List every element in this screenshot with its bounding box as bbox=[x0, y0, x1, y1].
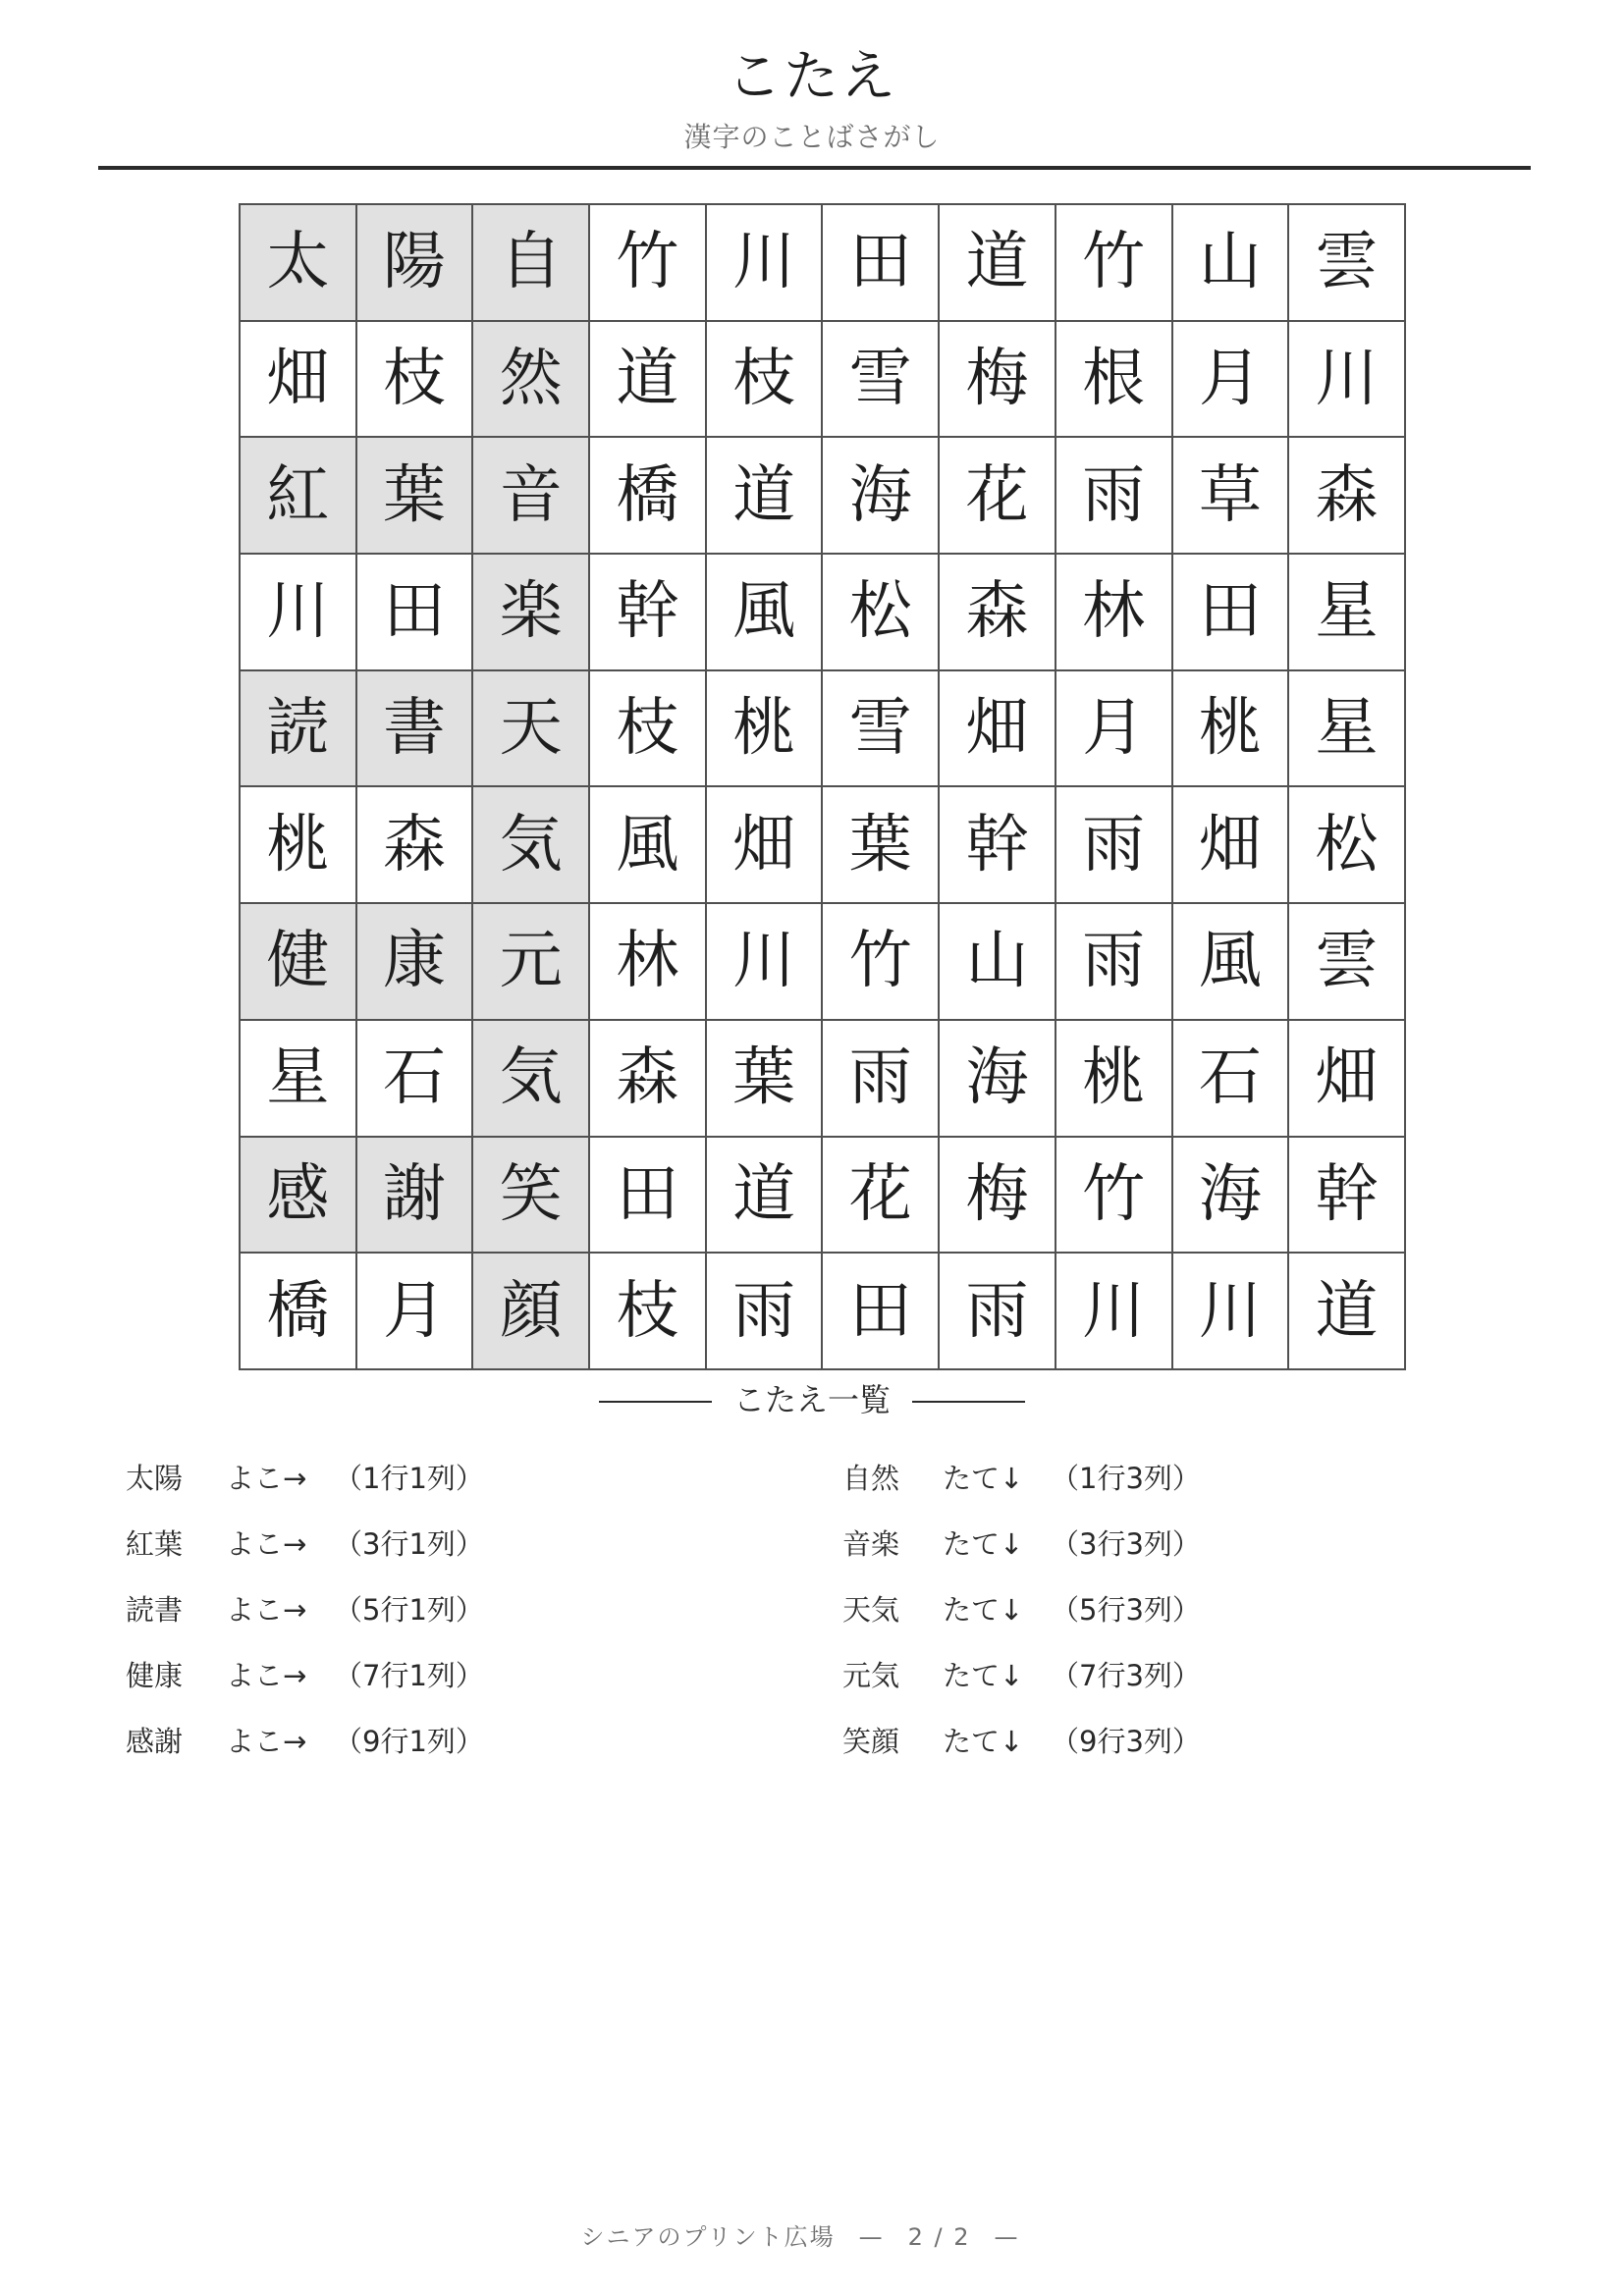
grid-cell: 道 bbox=[589, 321, 706, 438]
grid-cell: 雨 bbox=[1056, 437, 1172, 554]
grid-cell: 雪 bbox=[822, 321, 939, 438]
grid-cell: 花 bbox=[939, 437, 1056, 554]
answer-word: 紅葉 bbox=[126, 1527, 184, 1561]
answer-position: （9行1列） bbox=[334, 1725, 484, 1758]
grid-cell: 畑 bbox=[240, 321, 356, 438]
grid-cell-highlighted: 笑 bbox=[472, 1137, 589, 1254]
grid-cell: 葉 bbox=[706, 1020, 823, 1137]
grid-cell-highlighted: 謝 bbox=[356, 1137, 473, 1254]
grid-cell: 田 bbox=[822, 1253, 939, 1369]
answer-direction: よこ→ bbox=[226, 1593, 307, 1627]
grid-cell: 幹 bbox=[589, 554, 706, 670]
grid-cell: 森 bbox=[589, 1020, 706, 1137]
grid-cell: 川 bbox=[706, 204, 823, 321]
grid-cell: 雨 bbox=[822, 1020, 939, 1137]
grid-row bbox=[240, 437, 1405, 554]
grid-cell: 幹 bbox=[1288, 1137, 1405, 1254]
answer-item bbox=[842, 1461, 1201, 1526]
answer-direction: よこ→ bbox=[226, 1659, 307, 1692]
grid-cell: 星 bbox=[1288, 670, 1405, 787]
grid-cell-highlighted: 紅 bbox=[240, 437, 356, 554]
grid-cell-highlighted: 自 bbox=[472, 204, 589, 321]
grid-cell: 田 bbox=[1172, 554, 1289, 670]
grid-cell: 畑 bbox=[939, 670, 1056, 787]
grid-cell: 川 bbox=[1172, 1253, 1289, 1369]
grid-cell: 枝 bbox=[589, 1253, 706, 1369]
grid-cell: 根 bbox=[1056, 321, 1172, 438]
grid-cell-highlighted: 気 bbox=[472, 1020, 589, 1137]
page-title: こたえ bbox=[727, 45, 897, 109]
grid-row bbox=[240, 903, 1405, 1020]
grid-cell: 星 bbox=[240, 1020, 356, 1137]
grid-cell-highlighted: 楽 bbox=[472, 554, 589, 670]
grid-cell: 幹 bbox=[939, 786, 1056, 903]
footer-site-name: シニアのプリント広場 bbox=[580, 2223, 836, 2251]
grid-cell: 梅 bbox=[939, 1137, 1056, 1254]
grid-cell: 松 bbox=[1288, 786, 1405, 903]
grid-cell: 川 bbox=[240, 554, 356, 670]
grid-row bbox=[240, 204, 1405, 321]
grid-cell: 風 bbox=[1172, 903, 1289, 1020]
grid-cell: 雲 bbox=[1288, 204, 1405, 321]
grid-cell: 草 bbox=[1172, 437, 1289, 554]
grid-cell-highlighted: 書 bbox=[356, 670, 473, 787]
grid-cell: 田 bbox=[356, 554, 473, 670]
grid-row bbox=[240, 1020, 1405, 1137]
grid-cell: 林 bbox=[589, 903, 706, 1020]
answer-word: 天気 bbox=[842, 1593, 900, 1627]
answer-word: 読書 bbox=[126, 1593, 184, 1627]
grid-cell: 林 bbox=[1056, 554, 1172, 670]
answer-item bbox=[842, 1724, 1201, 1789]
grid-cell: 桃 bbox=[240, 786, 356, 903]
answer-item bbox=[842, 1526, 1201, 1592]
grid-row bbox=[240, 554, 1405, 670]
answer-item bbox=[126, 1658, 484, 1724]
grid-cell: 田 bbox=[589, 1137, 706, 1254]
answer-position: （3行1列） bbox=[334, 1527, 484, 1561]
grid-cell: 枝 bbox=[356, 321, 473, 438]
grid-cell: 山 bbox=[939, 903, 1056, 1020]
grid-cell: 竹 bbox=[1056, 1137, 1172, 1254]
grid-cell: 道 bbox=[706, 1137, 823, 1254]
grid-cell: 畑 bbox=[706, 786, 823, 903]
answer-direction: たて↓ bbox=[943, 1593, 1024, 1627]
grid-cell: 竹 bbox=[822, 903, 939, 1020]
answer-position: （9行3列） bbox=[1051, 1725, 1201, 1758]
grid-cell: 道 bbox=[939, 204, 1056, 321]
answer-word: 自然 bbox=[842, 1462, 900, 1495]
footer-dash: — bbox=[994, 2223, 1020, 2251]
grid-row bbox=[240, 670, 1405, 787]
grid-cell: 雨 bbox=[1056, 903, 1172, 1020]
grid-cell: 松 bbox=[822, 554, 939, 670]
answers-list-vertical bbox=[842, 1461, 1201, 1789]
answers-list-horizontal bbox=[126, 1461, 484, 1789]
page-footer bbox=[0, 2222, 1624, 2252]
grid-cell: 道 bbox=[1288, 1253, 1405, 1369]
page-subtitle: 漢字のことばさがし bbox=[683, 121, 941, 153]
answer-word: 音楽 bbox=[842, 1527, 900, 1561]
grid-row bbox=[240, 786, 1405, 903]
grid-cell: 枝 bbox=[589, 670, 706, 787]
grid-cell: 風 bbox=[706, 554, 823, 670]
grid-cell: 風 bbox=[589, 786, 706, 903]
answers-heading bbox=[0, 1380, 1624, 1419]
grid-cell-highlighted: 健 bbox=[240, 903, 356, 1020]
grid-cell: 森 bbox=[356, 786, 473, 903]
answer-word: 元気 bbox=[842, 1659, 900, 1692]
grid-cell-highlighted: 天 bbox=[472, 670, 589, 787]
grid-cell: 枝 bbox=[706, 321, 823, 438]
grid-cell: 石 bbox=[356, 1020, 473, 1137]
grid-cell: 畑 bbox=[1172, 786, 1289, 903]
grid-cell: 雪 bbox=[822, 670, 939, 787]
answer-direction: よこ→ bbox=[226, 1527, 307, 1561]
grid-cell: 橋 bbox=[240, 1253, 356, 1369]
grid-cell-highlighted: 葉 bbox=[356, 437, 473, 554]
grid-row bbox=[240, 321, 1405, 438]
answer-item bbox=[842, 1592, 1201, 1658]
answer-position: （3行3列） bbox=[1051, 1527, 1201, 1561]
answer-item bbox=[126, 1724, 484, 1789]
grid-row bbox=[240, 1137, 1405, 1254]
heading-dash-right bbox=[912, 1401, 1025, 1403]
answer-word: 健康 bbox=[126, 1659, 184, 1692]
answer-word: 笑顔 bbox=[842, 1725, 900, 1758]
grid-cell-highlighted: 然 bbox=[472, 321, 589, 438]
grid-cell: 山 bbox=[1172, 204, 1289, 321]
grid-cell-highlighted: 気 bbox=[472, 786, 589, 903]
grid-cell: 星 bbox=[1288, 554, 1405, 670]
grid-cell-highlighted: 音 bbox=[472, 437, 589, 554]
grid-cell: 葉 bbox=[822, 786, 939, 903]
grid-cell: 畑 bbox=[1288, 1020, 1405, 1137]
answers-heading-label: こたえ一覧 bbox=[732, 1381, 891, 1418]
answer-direction: たて↓ bbox=[943, 1725, 1024, 1758]
answer-position: （7行3列） bbox=[1051, 1659, 1201, 1692]
grid-cell: 月 bbox=[1172, 321, 1289, 438]
grid-cell: 森 bbox=[1288, 437, 1405, 554]
grid-cell-highlighted: 顔 bbox=[472, 1253, 589, 1369]
grid-row bbox=[240, 1253, 1405, 1369]
grid-cell: 月 bbox=[356, 1253, 473, 1369]
answer-item bbox=[842, 1658, 1201, 1724]
grid-cell: 月 bbox=[1056, 670, 1172, 787]
grid-cell: 川 bbox=[706, 903, 823, 1020]
grid-cell-highlighted: 陽 bbox=[356, 204, 473, 321]
grid-cell-highlighted: 元 bbox=[472, 903, 589, 1020]
grid-cell-highlighted: 康 bbox=[356, 903, 473, 1020]
grid-cell: 道 bbox=[706, 437, 823, 554]
grid-cell-highlighted: 読 bbox=[240, 670, 356, 787]
answer-word: 感謝 bbox=[126, 1725, 184, 1758]
answer-item bbox=[126, 1526, 484, 1592]
answer-position: （5行1列） bbox=[334, 1593, 484, 1627]
grid-cell: 川 bbox=[1056, 1253, 1172, 1369]
word-search-grid bbox=[239, 203, 1406, 1370]
grid-cell-highlighted: 太 bbox=[240, 204, 356, 321]
answer-position: （7行1列） bbox=[334, 1659, 484, 1692]
heading-dash-left bbox=[599, 1401, 712, 1403]
answer-direction: たて↓ bbox=[943, 1527, 1024, 1561]
page-number: 2 / 2 bbox=[907, 2223, 971, 2251]
answer-item bbox=[126, 1592, 484, 1658]
grid-cell: 森 bbox=[939, 554, 1056, 670]
answer-position: （1行3列） bbox=[1051, 1462, 1201, 1495]
grid-cell: 竹 bbox=[589, 204, 706, 321]
answer-direction: よこ→ bbox=[226, 1462, 307, 1495]
grid-cell: 竹 bbox=[1056, 204, 1172, 321]
grid-cell: 桃 bbox=[1172, 670, 1289, 787]
answer-item bbox=[126, 1461, 484, 1526]
answer-word: 太陽 bbox=[126, 1462, 184, 1495]
grid-cell: 梅 bbox=[939, 321, 1056, 438]
grid-cell: 海 bbox=[1172, 1137, 1289, 1254]
answer-direction: たて↓ bbox=[943, 1659, 1024, 1692]
answer-position: （1行1列） bbox=[334, 1462, 484, 1495]
answer-direction: たて↓ bbox=[943, 1462, 1024, 1495]
grid-cell: 雨 bbox=[939, 1253, 1056, 1369]
grid-cell: 海 bbox=[939, 1020, 1056, 1137]
grid-cell: 桃 bbox=[1056, 1020, 1172, 1137]
grid-cell: 海 bbox=[822, 437, 939, 554]
answer-direction: よこ→ bbox=[226, 1725, 307, 1758]
grid-cell: 花 bbox=[822, 1137, 939, 1254]
footer-dash: — bbox=[858, 2223, 885, 2251]
grid-cell: 石 bbox=[1172, 1020, 1289, 1137]
grid-cell: 桃 bbox=[706, 670, 823, 787]
grid-cell: 雲 bbox=[1288, 903, 1405, 1020]
grid-cell: 川 bbox=[1288, 321, 1405, 438]
grid-cell-highlighted: 感 bbox=[240, 1137, 356, 1254]
grid-cell: 雨 bbox=[706, 1253, 823, 1369]
grid-cell: 橋 bbox=[589, 437, 706, 554]
grid-cell: 田 bbox=[822, 204, 939, 321]
grid-cell: 雨 bbox=[1056, 786, 1172, 903]
title-divider bbox=[98, 166, 1531, 170]
answer-position: （5行3列） bbox=[1051, 1593, 1201, 1627]
